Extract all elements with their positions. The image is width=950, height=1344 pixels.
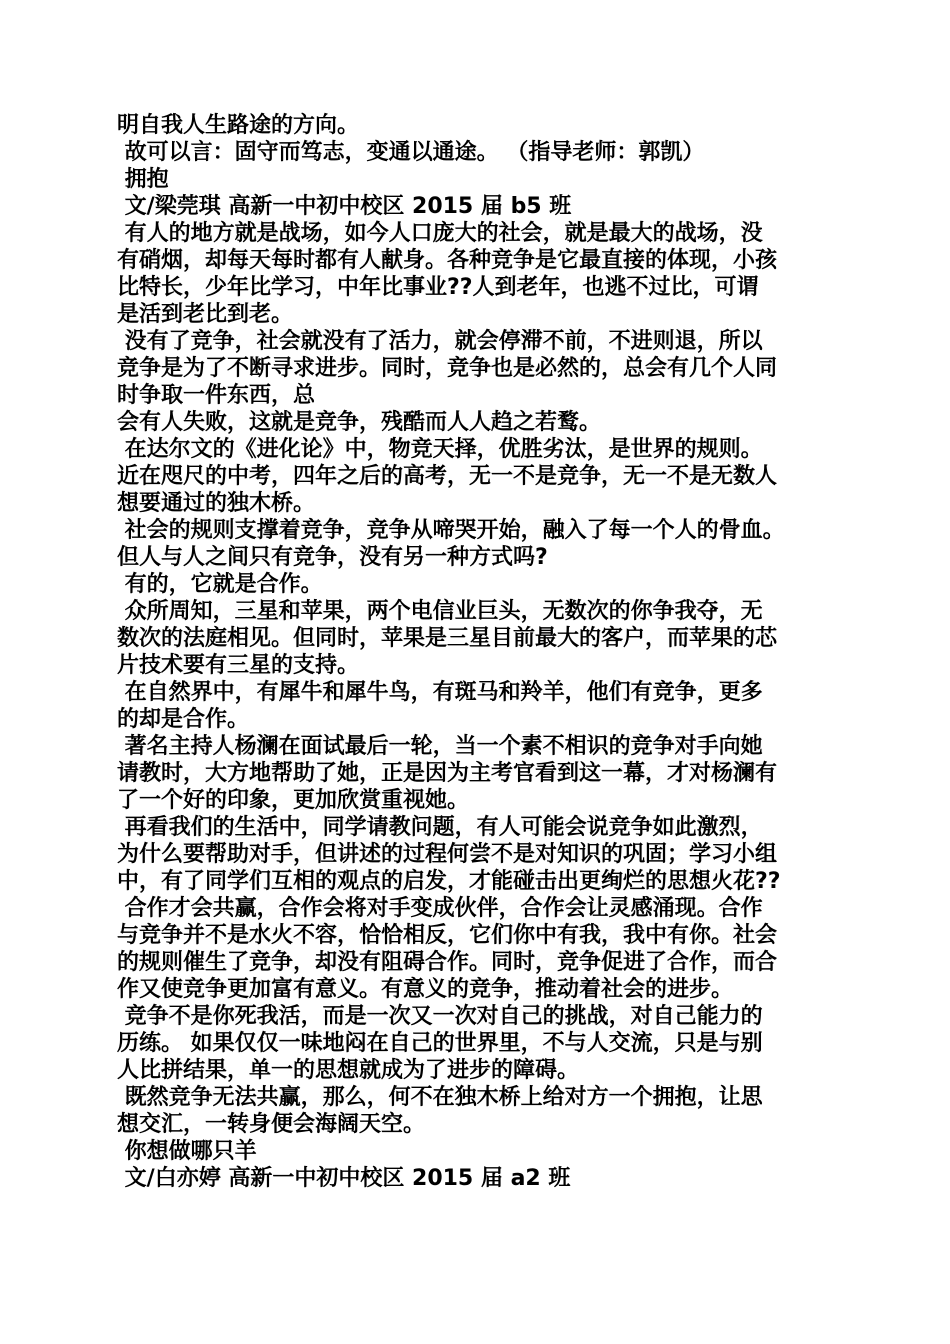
- text-line: 有人的地方就是战场，如今人口庞大的社会，就是最大的战场，没: [117, 221, 763, 246]
- text-line: 再看我们的生活中，同学请教问题，有人可能会说竞争如此激烈，: [117, 815, 763, 840]
- text-line: 请教时，大方地帮助了她，正是因为主考官看到这一幕，才对杨澜有: [117, 761, 778, 786]
- text-line: 比特长，少年比学习，中年比事业??人到老年，也逃不过比，可谓: [117, 275, 759, 300]
- text-line: 众所周知，三星和苹果，两个电信业巨头，无数次的你争我夺，无: [117, 599, 763, 624]
- text-line: 想交汇，一转身便会海阔天空。: [117, 1112, 426, 1137]
- text-line: 没有了竞争，社会就没有了活力，就会停滞不前，不进则退，所以: [117, 329, 763, 354]
- text-line: 数次的法庭相见。但同时，苹果是三星目前最大的客户，而苹果的芯: [117, 626, 778, 651]
- text-line: 但人与人之间只有竞争，没有另一种方式吗?: [117, 545, 548, 570]
- text-line: 作又使竞争更加富有意义。有意义的竞争，推动着社会的进步。: [117, 977, 734, 1002]
- text-line: 近在咫尺的中考，四年之后的高考，无一不是竞争，无一不是无数人: [117, 464, 778, 489]
- text-line: 中，有了同学们互相的观点的启发，才能碰击出更绚烂的思想火花??: [117, 869, 781, 894]
- text-line: 的规则催生了竞争，却没有阻碍合作。同时，竞争促进了合作，而合: [117, 950, 778, 975]
- text-line: 想要通过的独木桥。: [117, 491, 316, 516]
- text-line: 片技术要有三星的支持。: [117, 653, 360, 678]
- text-line: 社会的规则支撑着竞争，竞争从啼哭开始，融入了每一个人的骨血。: [117, 518, 785, 543]
- text-line: 明自我人生路途的方向。: [117, 113, 360, 138]
- essay-title: 你想做哪只羊: [117, 1139, 257, 1164]
- text-line: 为什么要帮助对手，但讲述的过程何尝不是对知识的巩固；学习小组: [117, 842, 778, 867]
- text-line: 与竞争并不是水火不容，恰恰相反，它们你中有我，我中有你。社会: [117, 923, 778, 948]
- text-line: 故可以言：固守而笃志，变通以通途。 （指导老师：郭凯）: [117, 140, 705, 165]
- text-line: 会有人失败，这就是竞争，残酷而人人趋之若鹜。: [117, 410, 602, 435]
- text-line: 人比拼结果，单一的思想就成为了进步的障碍。: [117, 1058, 580, 1083]
- text-line: 在自然界中，有犀牛和犀牛鸟，有斑马和羚羊，他们有竞争，更多: [117, 680, 763, 705]
- text-line: 在达尔文的《进化论》中，物竞天择，优胜劣汰，是世界的规则。: [117, 437, 763, 462]
- text-line: 合作才会共赢，合作会将对手变成伙伴，合作会让灵感涌现。合作: [117, 896, 763, 921]
- essay-byline: 文/白亦婷 高新一中初中校区 2015 届 a2 班: [117, 1166, 571, 1191]
- essay-byline: 文/梁莞琪 高新一中初中校区 2015 届 b5 班: [117, 194, 572, 219]
- text-line: 历练。 如果仅仅一味地闷在自己的世界里，不与人交流，只是与别: [117, 1031, 763, 1056]
- text-line: 有的，它就是合作。: [117, 572, 323, 597]
- text-line: 竞争是为了不断寻求进步。同时，竞争也是必然的，总会有几个人同: [117, 356, 778, 381]
- text-line: 了一个好的印象，更加欣赏重视她。: [117, 788, 470, 813]
- text-line: 著名主持人杨澜在面试最后一轮，当一个素不相识的竞争对手向她: [117, 734, 763, 759]
- essay-title: 拥抱: [117, 167, 169, 192]
- text-line: 既然竞争无法共赢，那么，何不在独木桥上给对方一个拥抱，让思: [117, 1085, 763, 1110]
- text-line: 时争取一件东西，总: [117, 383, 316, 408]
- text-line: 竞争不是你死我活，而是一次又一次对自己的挑战，对自己能力的: [117, 1004, 763, 1029]
- document-body: [117, 112, 837, 1192]
- text-line: 的却是合作。: [117, 707, 250, 732]
- text-line: 有硝烟，却每天每时都有人献身。各种竞争是它最直接的体现，小孩: [117, 248, 778, 273]
- text-line: 是活到老比到老。: [117, 302, 294, 327]
